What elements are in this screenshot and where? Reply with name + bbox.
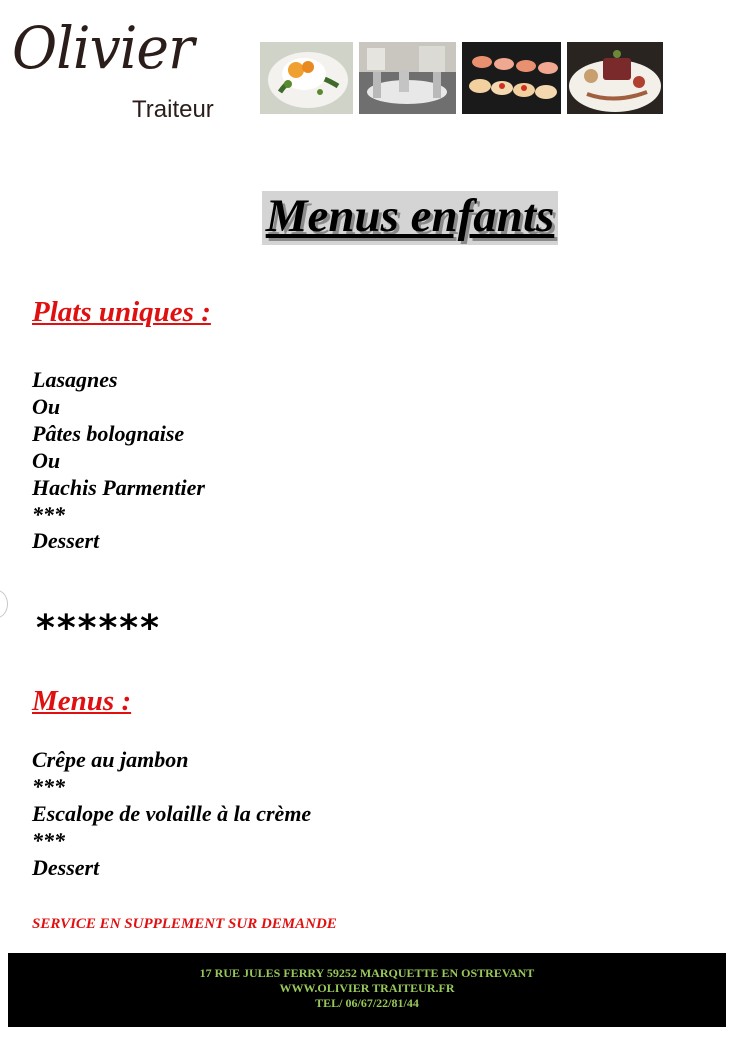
footer-website[interactable]: WWW.OLIVIER TRAITEUR.FR [279,981,455,995]
plats-line: *** [32,502,65,527]
logo-subtitle: Traiteur [132,96,214,123]
logo-script-text: Olivier [12,14,194,82]
plats-line: Dessert [32,528,100,553]
menus-line: Escalope de volaille à la crème [32,801,312,826]
menus-line: Dessert [32,855,100,880]
menus-line: *** [32,828,65,853]
dining-room-photo [359,42,456,114]
dish-photo-1 [260,42,353,114]
page-title: Menus enfants [265,190,555,242]
plats-line: Lasagnes [32,367,118,392]
menus-line: Crêpe au jambon [32,747,189,772]
menus-heading: Menus : [32,685,132,717]
page-edge-marker [0,590,8,618]
menus-line: *** [32,774,65,799]
olivier-traiteur-logo [10,14,240,126]
dish-photo-2 [567,42,663,114]
plats-line: Ou [32,448,61,473]
section-separator: ****** [36,608,161,649]
footer-address: 17 RUE JULES FERRY 59252 MARQUETTE EN OSTREVANT [199,966,535,980]
plats-line: Hachis Parmentier [32,475,205,500]
plats-uniques-heading: Plats uniques : [32,296,211,328]
plats-line: Ou [32,394,61,419]
service-note: SERVICE EN SUPPLEMENT SUR DEMANDE [32,916,337,932]
canapes-photo [462,42,561,114]
plats-line: Pâtes bolognaise [32,421,185,446]
footer [8,953,726,1027]
footer-phone: TEL/ 06/67/22/81/44 [315,996,419,1010]
